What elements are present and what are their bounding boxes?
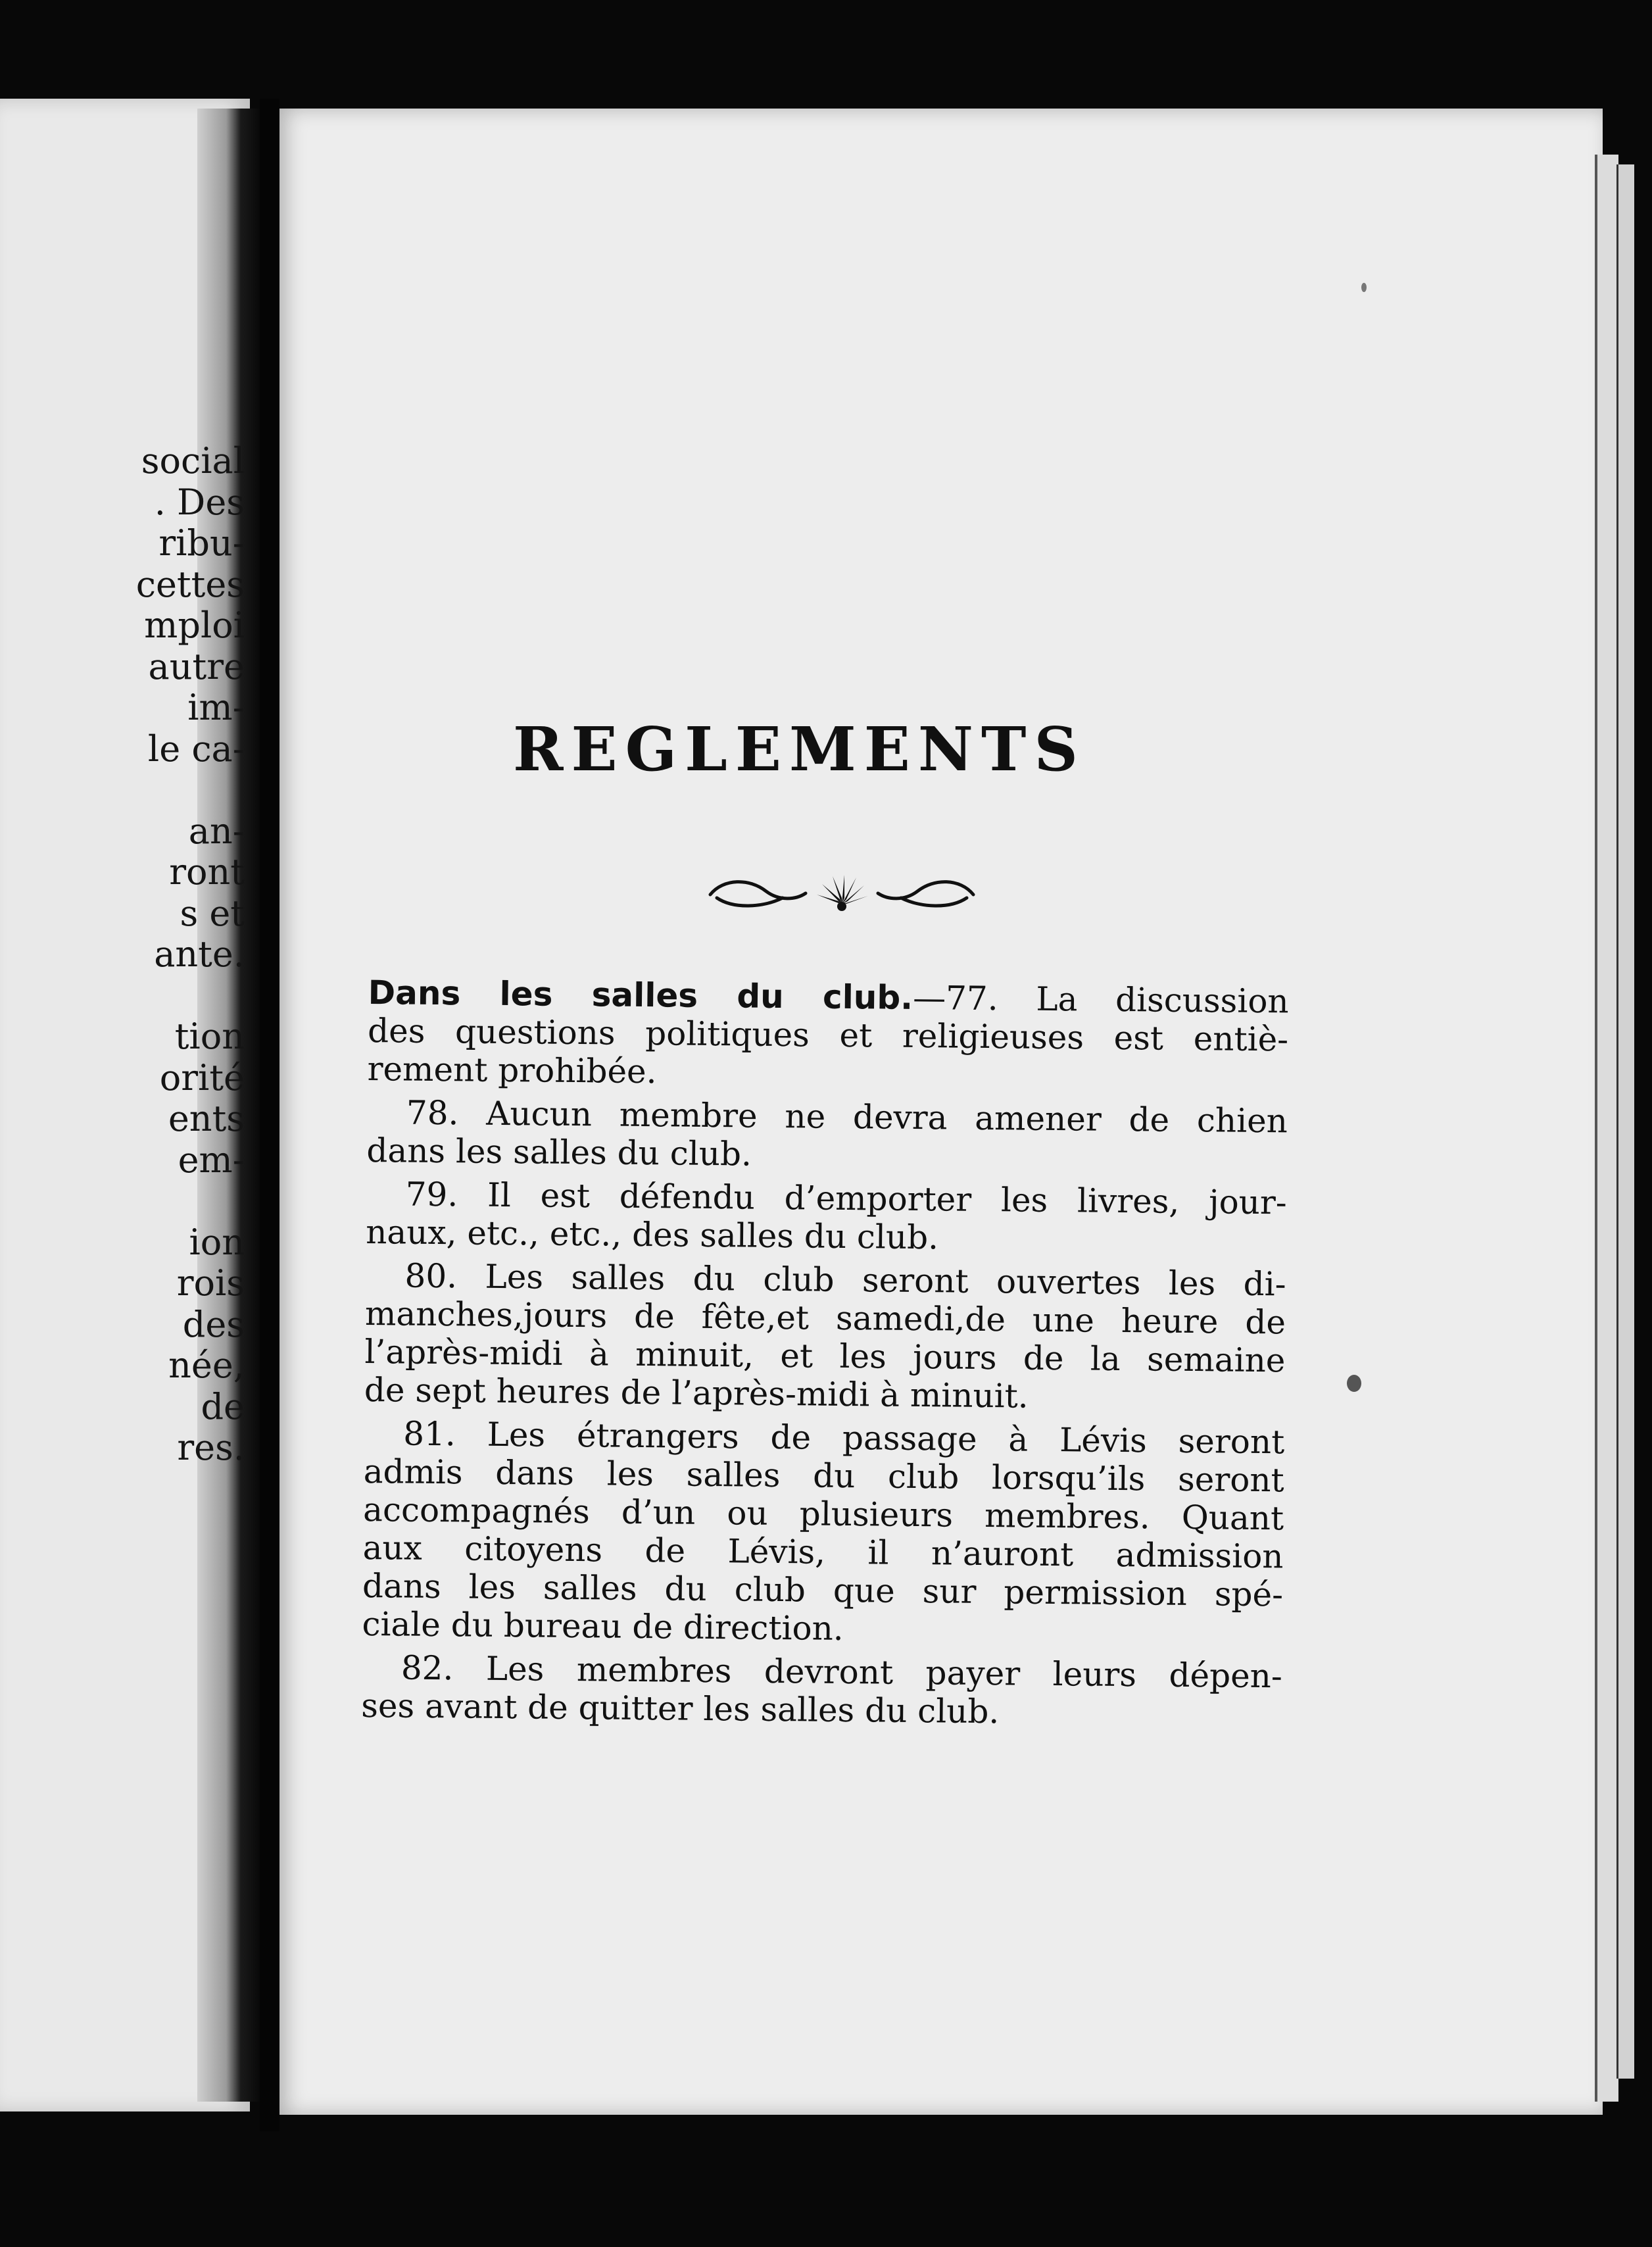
left-text-gap <box>74 1181 245 1222</box>
text-line: de sept heures de l’après-midi à minuit. <box>364 1370 1029 1416</box>
text-line: des questions politiques et religieuses est entiè- <box>367 1011 1289 1059</box>
left-text-line: cettes <box>135 563 245 605</box>
text-line: 81. Les étrangers de passage à Lévis seront <box>403 1414 1285 1462</box>
ornament-divider-icon <box>704 868 980 921</box>
text-line: naux, etc., etc., des salles du club. <box>365 1212 939 1257</box>
left-text-gap <box>74 975 245 1017</box>
page-title: REGLEMENTS <box>513 714 1086 785</box>
left-text-line: orité <box>159 1056 245 1099</box>
text-line: 82. Les membres devront payer leurs dépen- <box>401 1648 1283 1696</box>
text-line: aux citoyens de Lévis, il n’auront admission <box>362 1528 1284 1576</box>
left-text-line: ribu- <box>158 522 245 564</box>
left-text-line: em- <box>178 1139 245 1181</box>
rule-81-continuation <box>362 1452 1284 1652</box>
text-line: admis dans les salles du club lorsqu’ils seront <box>363 1452 1284 1500</box>
left-text-gap <box>74 770 245 811</box>
book-spine-divider <box>260 99 279 2131</box>
rule-80-continuation <box>364 1295 1286 1418</box>
left-page-text-column <box>74 441 245 1469</box>
text-line: dans les salles du club que sur permission spé- <box>362 1566 1284 1614</box>
text-line: accompagnés d’un ou plusieurs membres. Quant <box>362 1490 1284 1538</box>
text-line: manches,jours de fête,et samedi,de une heure de <box>364 1294 1286 1342</box>
text-line: 78. Aucun membre ne devra amener de chien <box>406 1093 1288 1141</box>
left-text-line: le ca- <box>147 728 245 770</box>
left-text-line: res. <box>177 1427 245 1468</box>
text-line-continuation: —77. La discussion <box>912 978 1289 1021</box>
text-line: l’après-midi à minuit, et les jours de la semaine <box>364 1332 1286 1380</box>
left-text-line: ion <box>189 1221 245 1263</box>
left-text-line: mploi <box>144 605 245 646</box>
left-text-line: tion <box>174 1016 245 1057</box>
page-edge <box>1616 164 1634 2079</box>
text-line: ses avant de quitter les salles du club. <box>361 1686 1000 1731</box>
text-line: 79. Il est défendu d’emporter les livres, jour- <box>405 1175 1287 1222</box>
text-line: ciale du bureau de direction. <box>362 1604 844 1648</box>
section-heading: Dans les salles du club. <box>368 974 913 1017</box>
left-text-line: de <box>201 1385 245 1427</box>
left-text-line: des <box>182 1303 245 1345</box>
text-line: dans les salles du club. <box>366 1131 752 1173</box>
left-text-line: an- <box>188 810 245 852</box>
left-text-line: im- <box>187 687 245 728</box>
paper-speck <box>1347 1375 1361 1392</box>
left-text-line: ront <box>169 851 245 893</box>
left-text-line: rois <box>176 1262 245 1304</box>
left-text-line: autre <box>148 645 245 687</box>
left-text-line: . Des <box>154 481 245 523</box>
page-edge <box>1595 155 1618 2102</box>
left-text-line: ante. <box>154 933 245 975</box>
text-line: rement prohibée. <box>367 1049 657 1091</box>
left-text-line: s et <box>180 892 245 934</box>
paper-speck <box>1361 283 1367 292</box>
text-line: 80. Les salles du club seront ouvertes les di- <box>404 1256 1286 1304</box>
regulations-body <box>361 974 1289 1733</box>
left-text-line: ents <box>168 1098 245 1139</box>
left-text-line: social <box>141 440 245 482</box>
rule-77-paragraph <box>367 974 1289 1097</box>
left-text-line: née, <box>168 1345 245 1386</box>
